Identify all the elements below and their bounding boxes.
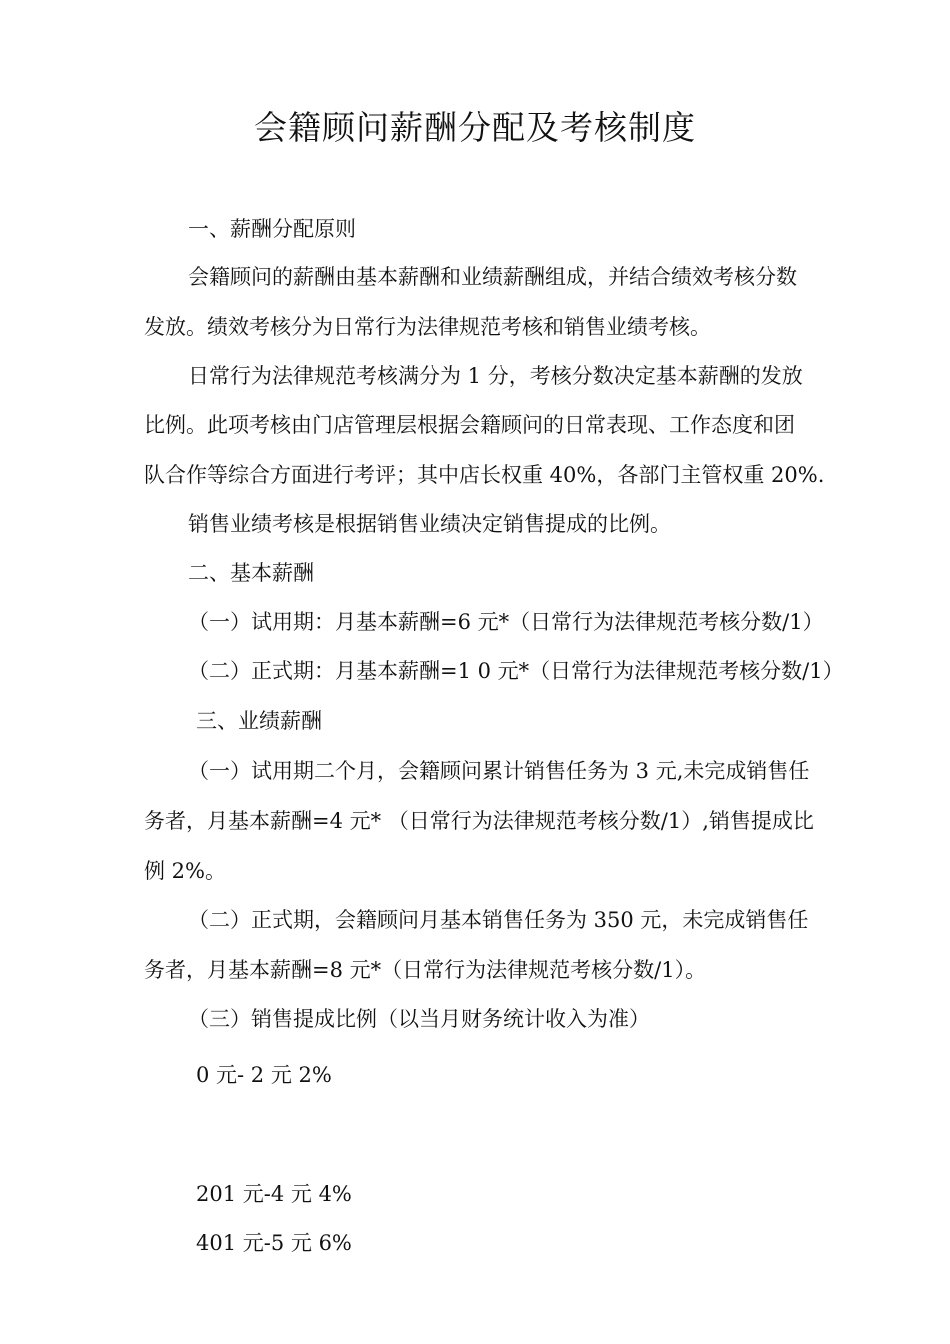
list-item: （一）试用期：月基本薪酬=6 元*（日常行为法律规范考核分数/1） <box>188 610 824 634</box>
paragraph-line: 务者，月基本薪酬=8 元*（日常行为法律规范考核分数/1）。 <box>144 958 707 982</box>
paragraph-line: 销售业绩考核是根据销售业绩决定销售提成的比例。 <box>188 512 671 536</box>
paragraph-line: 会籍顾问的薪酬由基本薪酬和业绩薪酬组成，并结合绩效考核分数 <box>188 265 797 289</box>
section-heading-1: 一、薪酬分配原则 <box>188 217 356 241</box>
paragraph-line: 比例。此项考核由门店管理层根据会籍顾问的日常表现、工作态度和团 <box>144 413 795 437</box>
paragraph-line: 发放。绩效考核分为日常行为法律规范考核和销售业绩考核。 <box>144 315 711 339</box>
paragraph-line: 日常行为法律规范考核满分为 1 分，考核分数决定基本薪酬的发放 <box>188 364 803 388</box>
paragraph-line: 队合作等综合方面进行考评；其中店长权重 40%，各部门主管权重 20%. <box>144 463 825 487</box>
paragraph-line: 例 2%。 <box>144 859 226 883</box>
paragraph-line: （一）试用期二个月，会籍顾问累计销售任务为 3 元,未完成销售任 <box>188 759 810 783</box>
list-item: （二）正式期：月基本薪酬=1 0 元*（日常行为法律规范考核分数/1） <box>188 659 844 683</box>
section-heading-2: 二、基本薪酬 <box>188 561 314 585</box>
paragraph-line: 务者，月基本薪酬=4 元* （日常行为法律规范考核分数/1）,销售提成比 <box>144 809 814 833</box>
section-heading-3: 三、业绩薪酬 <box>196 709 322 733</box>
subheading: （三）销售提成比例（以当月财务统计收入为准） <box>188 1007 650 1031</box>
rate-line: 201 元-4 元 4% <box>196 1182 352 1206</box>
rate-line: 0 元- 2 元 2% <box>196 1063 332 1087</box>
document-title: 会籍顾问薪酬分配及考核制度 <box>254 108 696 147</box>
rate-line: 401 元-5 元 6% <box>196 1231 352 1255</box>
paragraph-line: （二）正式期，会籍顾问月基本销售任务为 350 元，未完成销售任 <box>188 908 809 932</box>
